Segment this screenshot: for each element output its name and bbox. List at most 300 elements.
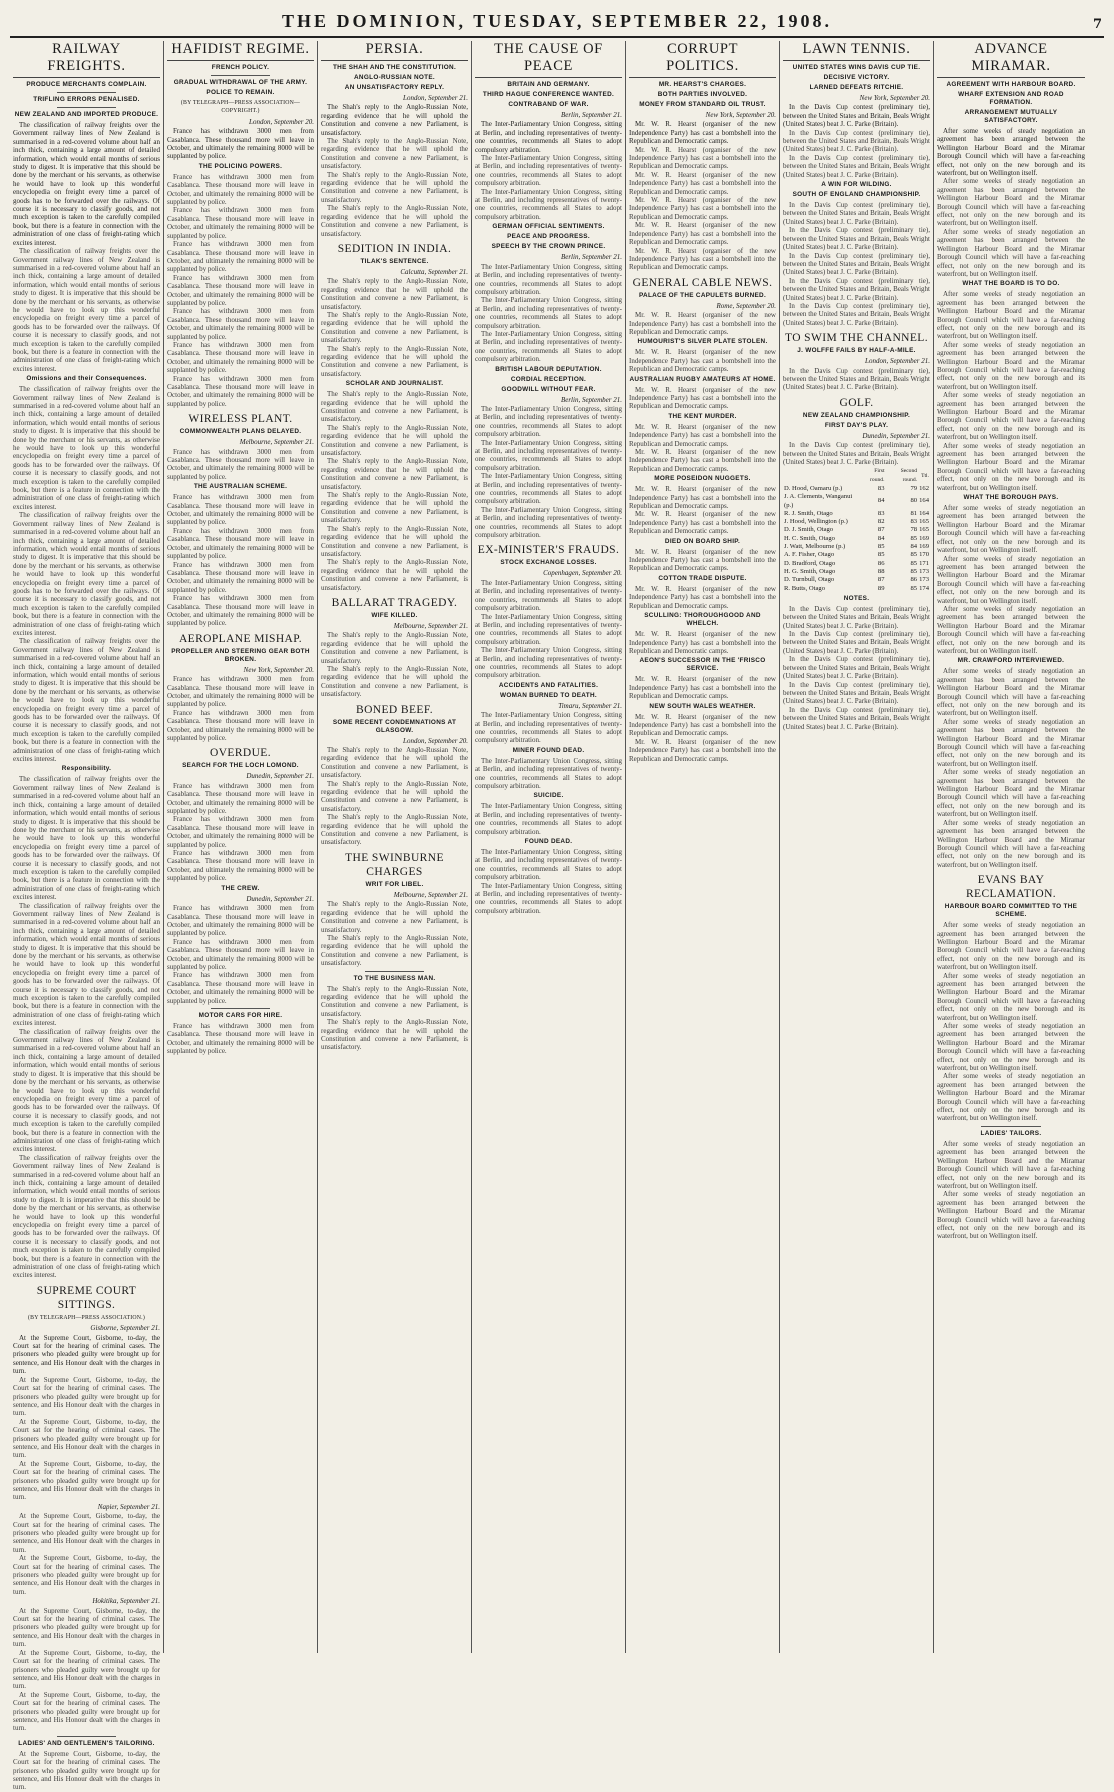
article-body-repeat: The Inter-Parliamentary Union Congress, sitting at Berlin, and including representatives of twenty-one countries, recommends all States to adopt compulsory arbitration. xyxy=(475,296,622,330)
section-heading: THE POLICING POWERS. xyxy=(198,162,283,170)
advertisement-heading: LADIES' AND GENTLEMEN'S TAILORING. xyxy=(18,1739,155,1747)
article-body-repeat: The Inter-Parliamentary Union Congress, sitting at Berlin, and including representatives of twenty-one countries, recommends all States to adopt compulsory arbitration. xyxy=(475,756,622,790)
wire-credit: (BY TELEGRAPH—PRESS ASSOCIATION.) xyxy=(28,1314,145,1321)
section-heading: NOTES. xyxy=(843,594,870,602)
article-body-repeat: The Shah's reply to the Anglo-Russian Note, regarding evidence that he will uphold the Constitution and convene a new Parliament, is unsatisfactory. xyxy=(321,631,468,665)
table-row xyxy=(783,493,930,510)
subheading: THIRD HAGUE CONFERENCE WANTED. xyxy=(482,91,615,98)
subheading: HARBOUR BOARD COMMITTED TO THE SCHEME. xyxy=(944,903,1078,919)
subheading: PALACE OF THE CAPULETS BURNED. xyxy=(638,291,767,299)
article-body-repeat: Mr. W. R. Hearst (organiser of the new Independence Party) has cast a bombshell into the Republican and Democratic camps. xyxy=(629,547,776,573)
article-body-repeat: In the Davis Cup contest (preliminary tie), between the United States and Britain, Beals Wright (United States) beat J. C. Parke (Britain). xyxy=(783,680,930,706)
table-row xyxy=(783,568,930,576)
table-cell: 79 xyxy=(910,485,918,492)
article-body-repeat: In the Davis Cup contest (preliminary tie), between the United States and Britain, Beals Wright (United States) beat J. C. Parke (Britain). xyxy=(783,153,930,179)
headline: ADVANCE MIRAMAR. xyxy=(937,41,1085,78)
article-body-repeat: After some weeks of steady negotiation an agreement has been arranged between the Wellington Harbour Board and the Miramar Borough Council which will have a far-reaching effect, not only on the new borough and its waterfront, but on Wellington itself. xyxy=(937,717,1085,768)
section-heading: WHAT THE BOROUGH PAYS. xyxy=(963,494,1059,502)
dateline: London, September 20. xyxy=(249,117,314,126)
article-body-repeat: The Shah's reply to the Anglo-Russian Note, regarding evidence that he will uphold the Constitution and convene a new Parliament, is unsatisfactory. xyxy=(321,277,468,311)
table-body xyxy=(783,485,930,593)
subheading: SPEECH BY THE CROWN PRINCE. xyxy=(491,243,606,251)
advertisement-heading: MOTOR CARS FOR HIRE. xyxy=(198,1011,283,1019)
table-cell: J. A. Clements, Wanganui (p.) xyxy=(784,493,853,509)
divider xyxy=(981,1126,1040,1127)
article-body-repeat: After some weeks of steady negotiation an agreement has been arranged between the Wellington Harbour Board and the Miramar Borough Council which will have a far-reaching effect, not only on the new borough and its waterfront, but on Wellington itself. xyxy=(937,554,1085,605)
table-cell: 78 xyxy=(910,526,918,534)
article-body-repeat: The Shah's reply to the Anglo-Russian Note, regarding evidence that he will uphold the Constitution and convene a new Parliament, is unsatisfactory. xyxy=(321,423,468,458)
headline: EX-MINISTER'S FRAUDS. xyxy=(477,544,620,557)
subheading: AUSTRALIAN RUGBY AMATEURS AT HOME. xyxy=(629,375,776,383)
subheading: PEACE AND PROGRESS. xyxy=(507,233,590,241)
table-cell: J. Watt, Melbourne (p.) xyxy=(784,543,846,551)
table-cell: 170 xyxy=(919,551,929,559)
table-cell: 85 xyxy=(877,551,885,559)
subheading: THE KENT MURDER. xyxy=(668,412,737,420)
table-row xyxy=(783,576,930,584)
article-body-repeat: The Shah's reply to the Anglo-Russian Note, regarding evidence that he will uphold the Constitution and convene a new Parliament, is unsatisfactory. xyxy=(321,746,468,780)
article-body-repeat: At the Supreme Court, Gisborne, to-day, the Court sat for the hearing of criminal cases. The prisoners who pleaded guilty were brought up for sentence, and His Honour dealt with the charges in turn. xyxy=(13,1648,160,1691)
subheading: STOCK EXCHANGE LOSSES. xyxy=(500,559,597,567)
subheading: NEW ZEALAND AND IMPORTED PRODUCE. xyxy=(14,111,159,118)
table-header-row xyxy=(783,466,930,485)
article-body-repeat: The Inter-Parliamentary Union Congress, sitting at Berlin, and including representatives of twenty-one countries, recommends all States to adopt compulsory arbitration. xyxy=(475,262,622,296)
article-body-repeat: In the Davis Cup contest (preliminary tie), between the United States and Britain, Beals Wright (United States) beat J. C. Parke (Britain). xyxy=(783,128,930,154)
article-body: Mr. W. R. Hearst (organiser of the new Independence Party) has cast a bombshell into the Republican and Democratic camps. xyxy=(629,120,776,146)
headline: WIRELESS PLANT. xyxy=(188,413,293,426)
article-body-repeat: The classification of railway freights over the Government railway lines of New Zealand is summarised in a red-covered volume about half an inch thick, containing a large amount of detailed information, which would entail months of serious study to digest. It is imperative that this should be done by the merchant or his servants, as otherwise he would have to look up this wonderful encyclopedia on freight every time a parcel of goods has to be forwarded over the railways. Of course it is necessary to classify goods, and not much exception is taken to the carefully compiled book, but there is a feature in connection with the administration of one class of freight-rating which excites interest. xyxy=(13,1153,160,1280)
table-cell: 85 xyxy=(877,543,885,551)
dateline: New York, September 20. xyxy=(705,111,776,119)
article-body-repeat: After some weeks of steady negotiation an agreement has been arranged between the Wellington Harbour Board and the Miramar Borough Council which will have a far-reaching effect, not only on the new borough and its waterfront, but on Wellington itself. xyxy=(937,177,1085,228)
table-row xyxy=(783,526,930,534)
article-body-repeat: In the Davis Cup contest (preliminary tie), between the United States and Britain, Beals Wright (United States) beat J. C. Parke (Britain). xyxy=(783,366,930,392)
article-body-repeat: In the Davis Cup contest (preliminary tie), between the United States and Britain, Beals Wright (United States) beat J. C. Parke (Britain). xyxy=(783,251,930,277)
table-cell: D. Bradford, Otago xyxy=(784,559,836,567)
subheading: WOMAN BURNED TO DEATH. xyxy=(500,691,597,699)
article-body-repeat: After some weeks of steady negotiation an agreement has been arranged between the Wellington Harbour Board and the Miramar Borough Council which will have a far-reaching effect, not only on the new borough and its waterfront, but on Wellington itself. xyxy=(937,391,1085,442)
article-body-repeat: In the Davis Cup contest (preliminary tie), between the United States and Britain, Beals Wright (United States) beat J. C. Parke (Britain). xyxy=(783,301,930,327)
article-body-repeat: In the Davis Cup contest (preliminary tie), between the United States and Britain, Beals Wright (United States) beat J. C. Parke (Britain). xyxy=(783,705,930,731)
article-body: At the Supreme Court, Gisborne, to-day, the Court sat for the hearing of criminal cases. The prisoners who pleaded guilty were brought up for sentence, and His Honour dealt with the charges in turn. xyxy=(13,1333,160,1376)
article-body-repeat: At the Supreme Court, Gisborne, to-day, the Court sat for the hearing of criminal cases. The prisoners who pleaded guilty were brought up for sentence, and His Honour dealt with the charges in turn. xyxy=(13,1417,160,1460)
column-cause-of-peace xyxy=(472,41,626,1653)
article-body-repeat: At the Supreme Court, Gisborne, to-day, the Court sat for the hearing of criminal cases. The prisoners who pleaded guilty were brought up for sentence, and His Honour dealt with the charges in turn. xyxy=(13,1375,160,1418)
subheading: SOME RECENT CONDEMNATIONS AT GLASGOW. xyxy=(332,718,457,734)
article-body-repeat: The Shah's reply to the Anglo-Russian Note, regarding evidence that he will uphold the Constitution and convene a new Parliament, is unsatisfactory. xyxy=(321,558,468,592)
dateline: Berlin, September 21. xyxy=(560,111,622,119)
table-row xyxy=(783,518,930,526)
dateline: Hokitika, September 21. xyxy=(92,1597,160,1606)
subheading: AEON'S SUCCESSOR IN THE 'FRISCO SERVICE. xyxy=(639,657,766,673)
subheading: WHARF EXTENSION AND ROAD FORMATION. xyxy=(958,91,1064,106)
advertisement-heading: TO THE BUSINESS MAN. xyxy=(353,974,436,982)
table-cell: D. J. Smith, Otago xyxy=(784,526,834,534)
article-body-repeat: France has withdrawn 3000 men from Casablanca. These thousand more will leave in October, and ultimately the remaining 8000 will be supplanted by police. xyxy=(167,526,314,561)
dateline: Timaru, September 21. xyxy=(558,701,622,710)
article-body-repeat: After some weeks of steady negotiation an agreement has been arranged between the Wellington Harbour Board and the Miramar Borough Council which will have a far-reaching effect, not only on the new borough and its waterfront, but on Wellington itself. xyxy=(937,441,1085,492)
article-body-repeat: The classification of railway freights over the Government railway lines of New Zealand is summarised in a red-covered volume about half an inch thick, containing a large amount of detailed information, which would entail months of serious study to digest. It is imperative that this should be done by the merchant or his servants, as otherwise he would have to look up this wonderful encyclopedia on freight every time a parcel of goods has to be forwarded over the railways. Of course it is necessary to classify goods, and not much exception is taken to the carefully compiled book, but there is a feature in connection with the administration of one class of freight-rating which excites interest. xyxy=(13,1027,160,1154)
dateline: New York, September 20. xyxy=(243,665,314,674)
dateline: London, September 20. xyxy=(403,736,468,745)
article-body-repeat: The Inter-Parliamentary Union Congress, sitting at Berlin, and including representatives of twenty-one countries, recommends all States to adopt compulsory arbitration. xyxy=(475,505,622,540)
article-body-repeat: Mr. W. R. Hearst (organiser of the new Independence Party) has cast a bombshell into the Republican and Democratic camps. xyxy=(629,246,776,272)
table-cell: 83 xyxy=(877,509,885,517)
dateline: Berlin, September 21. xyxy=(560,395,622,404)
article-body-repeat: In the Davis Cup contest (preliminary tie), between the United States and Britain, Beals Wright (United States) beat J. C. Parke (Britain). xyxy=(783,276,930,302)
subheading: TILAK'S SENTENCE. xyxy=(360,257,429,265)
article-body-repeat: The Shah's reply to the Anglo-Russian Note, regarding evidence that he will uphold the Constitution and convene a new Parliament, is unsatisfactory. xyxy=(321,170,468,204)
article-body-repeat: After some weeks of steady negotiation an agreement has been arranged between the Wellington Harbour Board and the Miramar Borough Council which will have a far-reaching effect, not only on the new borough and its waterfront, but on Wellington itself. xyxy=(937,1022,1085,1073)
article-body-repeat: At the Supreme Court, Gisborne, to-day, the Court sat for the hearing of criminal cases. The prisoners who pleaded guilty were brought up for sentence, and His Honour dealt with the charges in turn. xyxy=(13,1606,160,1649)
dateline: Melbourne, September 21. xyxy=(393,621,468,630)
table-cell: 89 xyxy=(877,584,885,592)
table-cell: 174 xyxy=(919,584,929,592)
table-cell: 84 xyxy=(910,543,918,551)
article-body-repeat: Mr. W. R. Hearst (organiser of the new Independence Party) has cast a bombshell into the Republican and Democratic camps. xyxy=(629,422,776,448)
table-cell: 86 xyxy=(910,576,918,584)
article-body-repeat: The Inter-Parliamentary Union Congress, sitting at Berlin, and including representatives of twenty-one countries, recommends all States to adopt compulsory arbitration. xyxy=(475,329,622,364)
table-row xyxy=(783,510,930,518)
table-cell: H. G. Smith, Otago xyxy=(784,567,836,575)
table-cell: 162 xyxy=(919,485,929,492)
article-body-repeat: Mr. W. R. Hearst (organiser of the new Independence Party) has cast a bombshell into the Republican and Democratic camps. xyxy=(629,348,776,374)
article-body-repeat: France has withdrawn 3000 men from Casablanca. These thousand more will leave in October, and ultimately the remaining 8000 will be supplanted by police. xyxy=(167,493,314,527)
subheading: POLICE TO REMAIN. xyxy=(206,89,275,96)
column-corrupt-politics xyxy=(626,41,780,1653)
article-body-repeat: The classification of railway freights over the Government railway lines of New Zealand is summarised in a red-covered volume about half an inch thick, containing a large amount of detailed information, which would entail months of serious study to digest. It is imperative that this should be done by the merchant or his servants, as otherwise he would have to look up this wonderful encyclopedia on freight every time a parcel of goods has to be forwarded over the railways. Of course it is necessary to classify goods, and not much exception is taken to the carefully compiled book, but there is a feature in connection with the administration of one class of freight-rating which excites interest. xyxy=(13,637,160,764)
article-body-repeat: At the Supreme Court, Gisborne, to-day, the Court sat for the hearing of criminal cases. The prisoners who pleaded guilty were brought up for sentence, and His Honour dealt with the charges in turn. xyxy=(13,1512,160,1554)
table-cell: A. F. Fisher, Otago xyxy=(784,551,835,559)
headline: OVERDUE. xyxy=(209,747,271,760)
table-cell: 169 xyxy=(919,534,929,542)
headline: THE CAUSE OF PEACE xyxy=(475,41,622,78)
table-header-cell xyxy=(783,466,859,485)
subheading: CONTRABAND OF WAR. xyxy=(508,101,589,108)
article-body: The Inter-Parliamentary Union Congress, sitting at Berlin, and including representatives of twenty-one countries, recommends all States to adopt compulsory arbitration. xyxy=(475,120,622,154)
article-body-repeat: In the Davis Cup contest (preliminary tie), between the United States and Britain, Beals Wright (United States) beat J. C. Parke (Britain). xyxy=(783,226,930,252)
table-header-cell: First round. xyxy=(870,468,885,483)
subheading: MORE POSEIDON NUGGETS. xyxy=(654,475,751,483)
article-body: In the Davis Cup contest (preliminary tie), between the United States and Britain, Beals Wright (United States) beat J. C. Parke (Britain). xyxy=(783,103,930,129)
subheading: LARNED DEFEATS RITCHIE. xyxy=(809,84,904,91)
subheading: AN UNSATISFACTORY REPLY. xyxy=(344,84,445,91)
article-body-repeat: At the Supreme Court, Gisborne, to-day, the Court sat for the hearing of criminal cases. The prisoners who pleaded guilty were brought up for sentence, and His Honour dealt with the charges in turn. xyxy=(13,1749,160,1792)
table-header-cell: Second round. xyxy=(900,468,918,483)
table-cell: 83 xyxy=(877,485,885,492)
article-body-repeat: France has withdrawn 3000 men from Casablanca. These thousand more will leave in October, and ultimately the remaining 8000 will be supplanted by police. xyxy=(167,447,314,481)
article-body-repeat: The classification of railway freights over the Government railway lines of New Zealand is summarised in a red-covered volume about half an inch thick, containing a large amount of detailed information, which would entail months of serious study to digest. It is imperative that this should be done by the merchant or his servants, as otherwise he would have to look up this wonderful encyclopedia on freight every time a parcel of goods has to be forwarded over the railways. Of course it is necessary to classify goods, and not much exception is taken to the carefully compiled book, but there is a feature in connection with the administration of one class of freight-rating which excites interest. xyxy=(13,247,160,373)
article-body-repeat: France has withdrawn 3000 men from Casablanca. These thousand more will leave in October, and ultimately the remaining 8000 will be supplanted by police. xyxy=(167,273,314,307)
article-body-repeat: The Inter-Parliamentary Union Congress, sitting at Berlin, and including representatives of twenty-one countries, recommends all States to adopt compulsory arbitration. xyxy=(475,187,622,221)
article-body-repeat: At the Supreme Court, Gisborne, to-day, the Court sat for the hearing of criminal cases. The prisoners who pleaded guilty were brought up for sentence, and His Honour dealt with the charges in turn. xyxy=(13,1554,160,1596)
article-body: The classification of railway freights over the Government railway lines of New Zealand is summarised in a red-covered volume about half an inch thick, containing a large amount of detailed information, which would entail months of serious study to digest. It is imperative that this should be done by the merchant or his servants, as otherwise he would have to look up this wonderful encyclopedia on freight every time a parcel of goods has to be forwarded over the railways. Of course it is necessary to classify goods, and not much exception is taken to the carefully compiled book, but there is a feature in connection with the administration of one class of freight-rating which excites interest. xyxy=(13,121,160,247)
subheading: MINER FOUND DEAD. xyxy=(512,746,585,754)
columns xyxy=(10,41,1104,1792)
section-heading: A WIN FOR WILDING. xyxy=(821,181,892,189)
article-body-repeat: France has withdrawn 3000 men from Casablanca. These thousand more will leave in October, and ultimately the remaining 8000 will be supplanted by police. xyxy=(167,374,314,408)
article-body-repeat: After some weeks of steady negotiation an agreement has been arranged between the Wellington Harbour Board and the Miramar Borough Council which will have a far-reaching effect, not only on the new borough and its waterfront, but on Wellington itself. xyxy=(937,290,1085,341)
section-heading: THE AUSTRALIAN SCHEME. xyxy=(193,483,288,491)
table-cell: H. C. Smith, Otago xyxy=(784,534,835,542)
article-body-repeat: France has withdrawn 3000 men from Casablanca. These thousand more will leave in October, and ultimately the remaining 8000 will be supplanted by police. xyxy=(167,708,314,742)
table-cell: D. Hood, Oamaru (p.) xyxy=(784,485,843,492)
article-body-repeat: The Shah's reply to the Anglo-Russian Note, regarding evidence that he will uphold the Constitution and convene a new Parliament, is unsatisfactory. xyxy=(321,524,468,558)
article-body-repeat: The Inter-Parliamentary Union Congress, sitting at Berlin, and including representatives of twenty-one countries, recommends all States to adopt compulsory arbitration. xyxy=(475,472,622,506)
article-body-repeat: The Inter-Parliamentary Union Congress, sitting at Berlin, and including representatives of twenty-one countries, recommends all States to adopt compulsory arbitration. xyxy=(475,711,622,745)
article-body-repeat: The Shah's reply to the Anglo-Russian Note, regarding evidence that he will uphold the Constitution and convene a new Parliament, is unsatisfactory. xyxy=(321,1018,468,1052)
dateline: Calcutta, September 21. xyxy=(400,267,468,276)
article-body: After some weeks of steady negotiation an agreement has been arranged between the Wellington Harbour Board and the Miramar Borough Council which will have a far-reaching effect, not only on the new borough and its waterfront, but on Wellington itself. xyxy=(937,127,1085,178)
table-cell: 85 xyxy=(910,559,918,567)
subheading: J. WOLFFE FAILS BY HALF-A-MILE. xyxy=(797,347,916,355)
article-body-repeat: After some weeks of steady negotiation an agreement has been arranged between the Wellington Harbour Board and the Miramar Borough Council which will have a far-reaching effect, not only on the new borough and its waterfront, but on Wellington itself. xyxy=(937,504,1085,555)
article-body-repeat: The classification of railway freights over the Government railway lines of New Zealand is summarised in a red-covered volume about half an inch thick, containing a large amount of detailed information, which would entail months of serious study to digest. It is imperative that this should be done by the merchant or his servants, as otherwise he would have to look up this wonderful encyclopedia on freight every time a parcel of goods has to be forwarded over the railways. Of course it is necessary to classify goods, and not much exception is taken to the carefully compiled book, but there is a feature in connection with the administration of one class of freight-rating which excites interest. xyxy=(13,901,160,1028)
subheading: SCULLING: THOROUGHGOOD AND WHELCH. xyxy=(644,612,761,628)
headline: TO SWIM THE CHANNEL. xyxy=(784,332,928,345)
article-body-repeat: The Shah's reply to the Anglo-Russian Note, regarding evidence that he will uphold the Constitution and convene a new Parliament, is unsatisfactory. xyxy=(321,344,468,378)
subheading: HUMOURIST'S SILVER PLATE STOLEN. xyxy=(637,338,768,346)
section-heading: BRITISH LABOUR DEPUTATION. xyxy=(495,365,602,373)
article-body-repeat: France has withdrawn 3000 men from Casablanca. These thousand more will leave in October, and ultimately the remaining 8000 will be supplanted by police. xyxy=(167,849,314,883)
article-body-repeat: In the Davis Cup contest (preliminary tie), between the United States and Britain, Beals Wright (United States) beat J. C. Parke (Britain). xyxy=(783,630,930,655)
table-cell: 84 xyxy=(877,497,885,505)
article-body-repeat: The Shah's reply to the Anglo-Russian Note, regarding evidence that he will uphold the Constitution and convene a new Parliament, is unsatisfactory. xyxy=(321,457,468,491)
section-heading: WHAT THE BOARD IS TO DO. xyxy=(962,280,1060,288)
subheading: ARRANGEMENT MUTUALLY SATISFACTORY. xyxy=(964,109,1058,124)
dateline: Berlin, September 21. xyxy=(560,253,622,262)
divider xyxy=(211,75,270,76)
article-body-repeat: In the Davis Cup contest (preliminary tie), between the United States and Britain, Beals Wright (United States) beat J. C. Parke (Britain). xyxy=(783,201,930,226)
table-cell: 164 xyxy=(919,497,929,505)
section-heading: GERMAN OFFICIAL SENTIMENTS. xyxy=(492,223,605,231)
table-cell: 173 xyxy=(919,576,929,584)
newspaper-title: THE DOMINION, TUESDAY, SEPTEMBER 22, 1908. xyxy=(282,11,832,31)
article-body-repeat: Mr. W. R. Hearst (organiser of the new Independence Party) has cast a bombshell into the Republican and Democratic camps. xyxy=(629,510,776,536)
dateline: Dunedin, September 21. xyxy=(246,894,314,903)
table-cell: 165 xyxy=(919,526,929,534)
article-body-repeat: Mr. W. R. Hearst (organiser of the new Independence Party) has cast a bombshell into the Republican and Democratic camps. xyxy=(629,712,776,738)
article-body-repeat: The Inter-Parliamentary Union Congress, sitting at Berlin, and including representatives of twenty-one countries, recommends all States to adopt compulsory arbitration. xyxy=(475,802,622,836)
headline: EVANS BAY RECLAMATION. xyxy=(965,874,1057,901)
table-cell: 80 xyxy=(910,497,918,505)
article-body-repeat: France has withdrawn 3000 men from Casablanca. These thousand more will leave in October, and ultimately the remaining 8000 will be supplanted by police. xyxy=(167,815,314,849)
subheading: BRITAIN AND GERMANY. xyxy=(507,81,590,88)
dateline: Napier, September 21. xyxy=(97,1502,160,1511)
dateline: London, September 21. xyxy=(865,357,930,366)
section-heading: THE CREW. xyxy=(221,884,260,892)
column-hafidist-regime xyxy=(164,41,318,1653)
subheading: DECISIVE VICTORY. xyxy=(823,74,890,81)
article-body-repeat: France has withdrawn 3000 men from Casablanca. These thousand more will leave in October, and ultimately the remaining 8000 will be supplanted by police. xyxy=(167,240,314,274)
table-cell: 87 xyxy=(877,526,885,534)
subheading: COMMONWEALTH PLANS DELAYED. xyxy=(179,428,302,436)
table-cell: 88 xyxy=(877,567,885,575)
article-body-repeat: France has withdrawn 3000 men from Casablanca. These thousand more will leave in October, and ultimately the remaining 8000 will be supplanted by police. xyxy=(167,172,314,207)
article-body-repeat: Mr. W. R. Hearst (organiser of the new Independence Party) has cast a bombshell into the Republican and Democratic camps. xyxy=(629,630,776,655)
section-heading: SCHOLAR AND JOURNALIST. xyxy=(345,380,444,388)
table-cell: 81 xyxy=(910,509,918,517)
subheading: CORDIAL RECEPTION. xyxy=(510,375,587,383)
article-body-repeat: After some weeks of steady negotiation an agreement has been arranged between the Wellington Harbour Board and the Miramar Borough Council which will have a far-reaching effect, not only on the new borough and its waterfront, but on Wellington itself. xyxy=(937,1190,1085,1241)
dateline: Melbourne, September 21. xyxy=(393,890,468,899)
subheading: MONEY FROM STANDARD OIL TRUST. xyxy=(639,101,766,108)
table-cell: 85 xyxy=(910,551,918,559)
dateline: Dunedin, September 21. xyxy=(862,431,930,440)
headline: AEROPLANE MISHAP. xyxy=(178,632,303,645)
table-row xyxy=(783,585,930,593)
article-body-repeat: After some weeks of steady negotiation an agreement has been arranged between the Wellington Harbour Board and the Miramar Borough Council which will have a far-reaching effect, not only on the new borough and its waterfront, but on Wellington itself. xyxy=(937,818,1085,869)
article-body-repeat: France has withdrawn 3000 men from Casablanca. These thousand more will leave in October, and ultimately the remaining 8000 will be supplanted by police. xyxy=(167,1021,314,1056)
article-body-repeat: Mr. W. R. Hearst (organiser of the new Independence Party) has cast a bombshell into the Republican and Democratic camps. xyxy=(629,448,776,473)
article-body-repeat: After some weeks of steady negotiation an agreement has been arranged between the Wellington Harbour Board and the Miramar Borough Council which will have a far-reaching effect, not only on the new borough and its waterfront, but on Wellington itself. xyxy=(937,1072,1085,1123)
dateline: New York, September 20. xyxy=(859,94,930,102)
article-body-repeat: The classification of railway freights over the Government railway lines of New Zealand is summarised in a red-covered volume about half an inch thick, containing a large amount of detailed information, which would entail months of serious study to digest. It is imperative that this should be done by the merchant or his servants, as otherwise he would have to look up this wonderful encyclopedia on freight every time a parcel of goods has to be forwarded over the railways. Of course it is necessary to classify goods, and not much exception is taken to the carefully compiled book, but there is a feature in connection with the administration of one class of freight-rating which excites interest. xyxy=(13,775,160,902)
article-body-repeat: After some weeks of steady negotiation an agreement has been arranged between the Wellington Harbour Board and the Miramar Borough Council which will have a far-reaching effect, not only on the new borough and its waterfront, but on Wellington itself. xyxy=(937,1139,1085,1190)
subheading: GRADUAL WITHDRAWAL OF THE ARMY. xyxy=(173,79,308,86)
article-body-repeat: In the Davis Cup contest (preliminary tie), between the United States and Britain, Beals Wright (United States) beat J. C. Parke (Britain). xyxy=(783,441,930,466)
article-body-repeat: The Shah's reply to the Anglo-Russian Note, regarding evidence that he will uphold the Constitution and convene a new Parliament, is unsatisfactory. xyxy=(321,664,468,699)
table-row xyxy=(783,551,930,559)
section-heading: Omissions and their Consequences. xyxy=(26,375,147,383)
table-cell: 169 xyxy=(919,543,929,551)
article-body-repeat: After some weeks of steady negotiation an agreement has been arranged between the Wellington Harbour Board and the Miramar Borough Council which will have a far-reaching effect, not only on the new borough and its waterfront, but on Wellington itself. xyxy=(937,768,1085,819)
dateline: Dunedin, September 21. xyxy=(246,772,314,781)
divider xyxy=(365,971,424,972)
divider xyxy=(211,1008,270,1009)
dateline: Gisborne, September 21. xyxy=(90,1324,160,1333)
dateline: Rome, September 20. xyxy=(716,301,776,310)
article-body-repeat: Mr. W. R. Hearst (organiser of the new Independence Party) has cast a bombshell into the Republican and Democratic camps. xyxy=(629,584,776,610)
headline: HAFIDIST REGIME. xyxy=(167,41,314,61)
subheading: TRIFLING ERRORS PENALISED. xyxy=(33,96,140,103)
headline: PERSIA. xyxy=(321,41,468,61)
table-cell: J. Hood, Wellington (p.) xyxy=(784,518,848,526)
headline: THE SWINBURNE CHARGES xyxy=(345,851,444,878)
article-body-repeat: After some weeks of steady negotiation an agreement has been arranged between the Wellington Harbour Board and the Miramar Borough Council which will have a far-reaching effect, not only on the new borough and its waterfront, but on Wellington itself. xyxy=(937,604,1085,655)
subheading: PRODUCE MERCHANTS COMPLAIN. xyxy=(26,81,147,88)
article-body-repeat: France has withdrawn 3000 men from Casablanca. These thousand more will leave in October, and ultimately the remaining 8000 will be supplanted by police. xyxy=(167,560,314,594)
divider xyxy=(57,1736,116,1737)
article-body-repeat: The Inter-Parliamentary Union Congress, sitting at Berlin, and including representatives of twenty-one countries, recommends all States to adopt compulsory arbitration. xyxy=(475,578,622,613)
subheading: UNITED STATES WINS DAVIS CUP TIE. xyxy=(792,64,921,71)
article-body-repeat: In the Davis Cup contest (preliminary tie), between the United States and Britain, Beals Wright (United States) beat J. C. Parke (Britain). xyxy=(783,604,930,630)
headline: BALLARAT TRAGEDY. xyxy=(331,596,458,609)
wire-credit: (BY TELEGRAPH—PRESS ASSOCIATION—COPYRIGHT.) xyxy=(180,100,301,115)
table-cell: 85 xyxy=(910,534,918,542)
article-body-repeat: France has withdrawn 3000 men from Casablanca. These thousand more will leave in October, and ultimately the remaining 8000 will be supplanted by police. xyxy=(167,937,314,971)
article-body-repeat: The Shah's reply to the Anglo-Russian Note, regarding evidence that he will uphold the Constitution and convene a new Parliament, is unsatisfactory. xyxy=(321,779,468,813)
article-body-repeat: The Shah's reply to the Anglo-Russian Note, regarding evidence that he will uphold the Constitution and convene a new Parliament, is unsatisfactory. xyxy=(321,204,468,238)
article-body-repeat: France has withdrawn 3000 men from Casablanca. These thousand more will leave in October, and ultimately the remaining 8000 will be supplanted by police. xyxy=(167,971,314,1005)
table-cell: 83 xyxy=(910,518,918,526)
subheading: SOUTH OF ENGLAND CHAMPIONSHIP. xyxy=(792,191,921,199)
article-body-repeat: The Shah's reply to the Anglo-Russian Note, regarding evidence that he will uphold the Constitution and convene a new Parliament, is unsatisfactory. xyxy=(321,491,468,525)
article-body-repeat: France has withdrawn 3000 men from Casablanca. These thousand more will leave in October, and ultimately the remaining 8000 will be supplanted by police. xyxy=(167,340,314,375)
dateline: Melbourne, September 21. xyxy=(239,438,314,447)
subheading: PROPELLER AND STEERING GEAR BOTH BROKEN. xyxy=(171,647,310,663)
headline: CORRUPT POLITICS. xyxy=(629,41,776,78)
article-body-repeat: The Shah's reply to the Anglo-Russian Note, regarding evidence that he will uphold the Constitution and convene a new Parliament, is unsatisfactory. xyxy=(321,813,468,847)
article-body-repeat: Mr. W. R. Hearst (organiser of the new Independence Party) has cast a bombshell into the Republican and Democratic camps. xyxy=(629,675,776,701)
article-body-repeat: Mr. W. R. Hearst (organiser of the new Independence Party) has cast a bombshell into the Republican and Democratic camps. xyxy=(629,170,776,196)
article-body-repeat: Mr. W. R. Hearst (organiser of the new Independence Party) has cast a bombshell into the Republican and Democratic camps. xyxy=(629,311,776,336)
subheading: DIED ON BOARD SHIP. xyxy=(664,537,741,545)
column-lawn-tennis xyxy=(780,41,934,1653)
dateline: London, September 21. xyxy=(403,94,468,102)
subheading: NEW ZEALAND CHAMPIONSHIP. xyxy=(802,411,911,419)
article-body-repeat: The Inter-Parliamentary Union Congress, sitting at Berlin, and including representatives of twenty-one countries, recommends all States to adopt compulsory arbitration. xyxy=(475,612,622,646)
article-body-repeat: Mr. W. R. Hearst (organiser of the new Independence Party) has cast a bombshell into the Republican and Democratic camps. xyxy=(629,737,776,763)
article-body-repeat: Mr. W. R. Hearst (organiser of the new Independence Party) has cast a bombshell into the Republican and Democratic camps. xyxy=(629,196,776,221)
article-body-repeat: France has withdrawn 3000 men from Casablanca. These thousand more will leave in October, and ultimately the remaining 8000 will be supplanted by police. xyxy=(167,206,314,240)
article-body-repeat: Mr. W. R. Hearst (organiser of the new Independence Party) has cast a bombshell into the Republican and Democratic camps. xyxy=(629,221,776,247)
headline: RAILWAY FREIGHTS. xyxy=(13,41,160,78)
article-body-repeat: Mr. W. R. Hearst (organiser of the new Independence Party) has cast a bombshell into the Republican and Democratic camps. xyxy=(629,145,776,171)
table-row xyxy=(783,560,930,568)
headline: BONED BEEF. xyxy=(356,703,433,716)
headline: SEDITION IN INDIA. xyxy=(337,242,452,255)
subheading: ANGLO-RUSSIAN NOTE. xyxy=(354,74,435,81)
table-row xyxy=(783,543,930,551)
subheading: GOODWILL WITHOUT FEAR. xyxy=(501,385,596,393)
subheading: AGREEMENT WITH HARBOUR BOARD. xyxy=(946,81,1076,88)
article-body-repeat: France has withdrawn 3000 men from Casablanca. These thousand more will leave in October, and ultimately the remaining 8000 will be supplanted by police. xyxy=(167,675,314,709)
article-body-repeat: The Shah's reply to the Anglo-Russian Note, regarding evidence that he will uphold the Constitution and convene a new Parliament, is unsatisfactory. xyxy=(321,137,468,171)
column-railway-freights xyxy=(10,41,164,1792)
section-heading: ACCIDENTS AND FATALITIES. xyxy=(498,681,599,689)
article-body-repeat: At the Supreme Court, Gisborne, to-day, the Court sat for the hearing of criminal cases. The prisoners who pleaded guilty were brought up for sentence, and His Honour dealt with the charges in turn. xyxy=(13,1459,160,1502)
table-cell: 82 xyxy=(877,518,885,526)
golf-scores-table xyxy=(783,466,930,592)
article-body-repeat: The Shah's reply to the Anglo-Russian Note, regarding evidence that he will uphold the Constitution and convene a new Parliament, is unsatisfactory. xyxy=(321,390,468,424)
subheading: FOUND DEAD. xyxy=(524,838,573,846)
subheading: WIFE KILLED. xyxy=(371,611,418,619)
article-body-repeat: The Inter-Parliamentary Union Congress, sitting at Berlin, and including representatives of twenty-one countries, recommends all States to adopt compulsory arbitration. xyxy=(475,881,622,915)
subheading: SUICIDE. xyxy=(533,792,564,800)
divider xyxy=(57,92,116,93)
subheading: FRENCH POLICY. xyxy=(211,64,270,71)
article-body-repeat: The Inter-Parliamentary Union Congress, sitting at Berlin, and including representatives of twenty-one countries, recommends all States to adopt compulsory arbitration. xyxy=(475,848,622,882)
article-body-repeat: The classification of railway freights over the Government railway lines of New Zealand is summarised in a red-covered volume about half an inch thick, containing a large amount of detailed information, which would entail months of serious study to digest. It is imperative that this should be done by the merchant or his servants, as otherwise he would have to look up this wonderful encyclopedia on freight every time a parcel of goods has to be forwarded over the railways. Of course it is necessary to classify goods, and not much exception is taken to the carefully compiled book, but there is a feature in connection with the administration of one class of freight-rating which excites interest. xyxy=(13,385,160,511)
article-body-repeat: Mr. W. R. Hearst (organiser of the new Independence Party) has cast a bombshell into the Republican and Democratic camps. xyxy=(629,485,776,511)
article-body-repeat: After some weeks of steady negotiation an agreement has been arranged between the Wellington Harbour Board and the Miramar Borough Council which will have a far-reaching effect, not only on the new borough and its waterfront, but on Wellington itself. xyxy=(937,667,1085,718)
article-body-repeat: In the Davis Cup contest (preliminary tie), between the United States and Britain, Beals Wright (United States) beat J. C. Parke (Britain). xyxy=(783,655,930,681)
subheading: NEW SOUTH WALES WEATHER. xyxy=(649,702,756,710)
article-body-repeat: At the Supreme Court, Gisborne, to-day, the Court sat for the hearing of criminal cases. The prisoners who pleaded guilty were brought up for sentence, and His Honour dealt with the charges in turn. xyxy=(13,1690,160,1733)
table-cell: 173 xyxy=(919,567,929,575)
table-cell: 171 xyxy=(919,559,929,567)
dateline: Copenhagen, September 20. xyxy=(543,569,622,578)
headline: GENERAL CABLE NEWS. xyxy=(632,276,773,289)
section-heading: MR. CRAWFORD INTERVIEWED. xyxy=(957,657,1065,665)
article-body-repeat: The Inter-Parliamentary Union Congress, sitting at Berlin, and including representatives of twenty-one countries, recommends all States to adopt compulsory arbitration. xyxy=(475,646,622,680)
table-row xyxy=(783,535,930,543)
article-body-repeat: After some weeks of steady negotiation an agreement has been arranged between the Wellington Harbour Board and the Miramar Borough Council which will have a far-reaching effect, not only on the new borough and its waterfront, but on Wellington itself. xyxy=(937,227,1085,278)
table-cell: 87 xyxy=(877,576,885,584)
table-row xyxy=(783,485,930,493)
table-cell: 164 xyxy=(919,509,929,517)
headline: LAWN TENNIS. xyxy=(783,41,930,61)
page-number: 7 xyxy=(1092,17,1102,32)
article-body: The Shah's reply to the Anglo-Russian Note, regarding evidence that he will uphold the Constitution and convene a new Parliament, is unsatisfactory. xyxy=(321,103,468,137)
advertisement-heading: LADIES' TAILORS. xyxy=(980,1129,1042,1137)
article-body-repeat: France has withdrawn 3000 men from Casablanca. These thousand more will leave in October, and ultimately the remaining 8000 will be supplanted by police. xyxy=(167,781,314,816)
table-cell: R. Butts, Otago xyxy=(784,584,826,592)
article-body-repeat: After some weeks of steady negotiation an agreement has been arranged between the Wellington Harbour Board and the Miramar Borough Council which will have a far-reaching effect, not only on the new borough and its waterfront, but on Wellington itself. xyxy=(937,971,1085,1022)
table-cell: 84 xyxy=(877,534,885,542)
table-cell: 85 xyxy=(910,567,918,575)
